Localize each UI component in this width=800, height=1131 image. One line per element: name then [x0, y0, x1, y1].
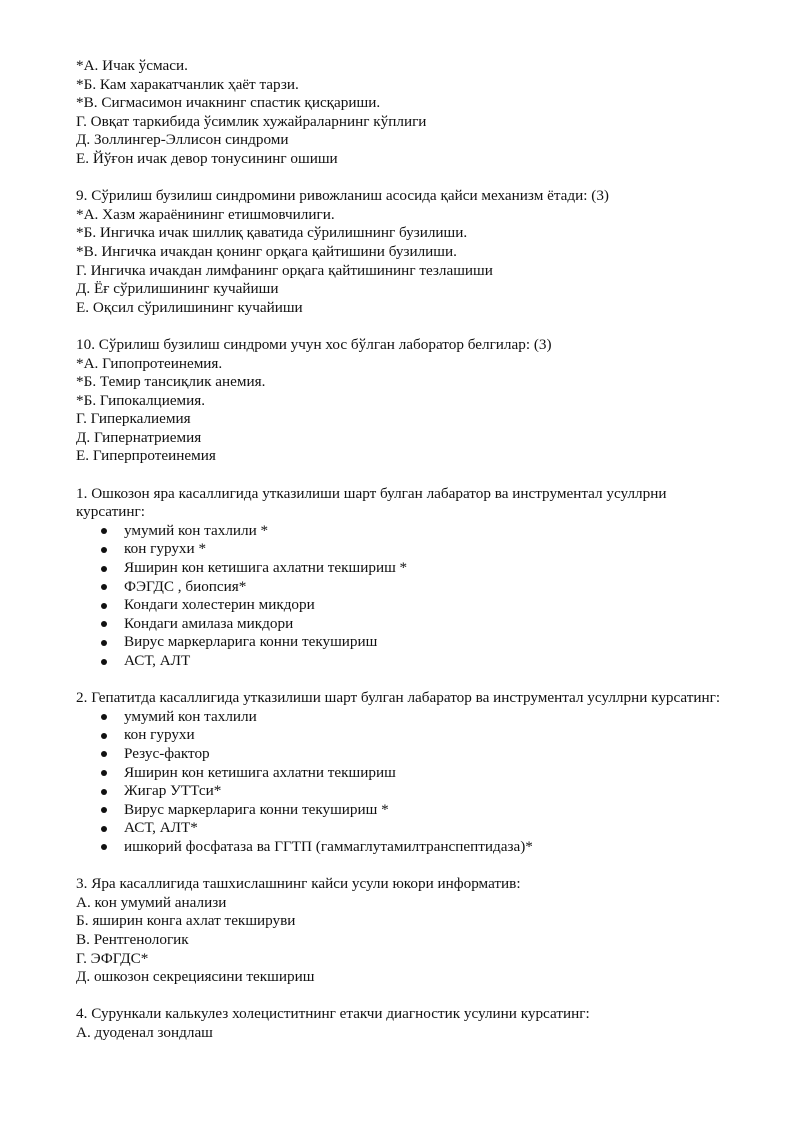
- section-question-1: [76, 485, 736, 671]
- list-item-text: ФЭГДС , биопсия*: [124, 577, 247, 595]
- list-item: [76, 652, 736, 671]
- answer-option: *В. Сигмасимон ичакнинг спастик қисқариши.: [76, 94, 381, 112]
- bullet-list: [76, 708, 736, 857]
- answer-option: Д. Ёғ сўрилишининг кучайиши: [76, 280, 279, 298]
- list-item: [76, 522, 736, 541]
- list-item: [76, 708, 736, 727]
- list-item: [76, 801, 736, 820]
- document-page: [76, 57, 736, 1042]
- list-item-text: АСТ, АЛТ: [124, 652, 191, 669]
- question-10: [76, 336, 736, 466]
- bullet-icon: [101, 528, 107, 534]
- list-item: [76, 819, 736, 838]
- paragraph-gap: [76, 169, 736, 188]
- section-question-4: [76, 1005, 736, 1042]
- list-item: [76, 633, 736, 652]
- paragraph-gap: [76, 671, 736, 690]
- list-item-text: умумий кон тахлили: [124, 707, 257, 725]
- answer-option: Д. Золлингер-Эллисон синдроми: [76, 131, 289, 149]
- answer-option: Б. яширин конга ахлат текшируви: [76, 912, 296, 930]
- answer-option: Е. Оқсил сўрилишининг кучайиши: [76, 298, 303, 316]
- bullet-icon: [101, 603, 107, 609]
- answer-option: *Б. Темир тансиқлик анемия.: [76, 373, 266, 391]
- question-text: 1. Ошкозон яра касаллигида утказилиши шарт булган лабаратор ва инструментал усуллрни курсатинг:: [76, 484, 667, 521]
- list-item: [76, 782, 736, 801]
- bullet-icon: [101, 640, 107, 646]
- list-item: [76, 578, 736, 597]
- bullet-list: [76, 522, 736, 671]
- bullet-icon: [101, 751, 107, 757]
- list-item-text: Яширин кон кетишига ахлатни текшириш *: [124, 559, 408, 577]
- list-item: [76, 764, 736, 783]
- list-item-text: Кондаги амилаза микдори: [124, 614, 294, 632]
- question-text: 3. Яра касаллигида ташхислашнинг кайси усули юкори информатив:: [76, 875, 521, 893]
- answer-option: *Б. Ингичка ичак шиллиқ қаватида сўрилишнинг бузилиши.: [76, 224, 468, 242]
- list-item: [76, 745, 736, 764]
- question-text: 4. Сурункали калькулез холециститнинг етакчи диагностик усулини курсатинг:: [76, 1005, 590, 1023]
- answer-option: *А. Хазм жараёнининг етишмовчилиги.: [76, 205, 335, 223]
- bullet-icon: [101, 789, 107, 795]
- list-item-text: кон гурухи *: [124, 540, 207, 558]
- list-item-text: Кондаги холестерин микдори: [124, 596, 315, 614]
- bullet-icon: [101, 547, 107, 553]
- paragraph-gap: [76, 466, 736, 485]
- bullet-icon: [101, 621, 107, 627]
- list-item-text: Яширин кон кетишига ахлатни текшириш: [124, 763, 396, 781]
- answer-option: А. дуоденал зондлаш: [76, 1023, 213, 1041]
- bullet-icon: [101, 566, 107, 572]
- bullet-icon: [101, 826, 107, 832]
- list-item: [76, 559, 736, 578]
- answer-option: В. Рентгенологик: [76, 930, 189, 948]
- list-item: [76, 838, 736, 857]
- answer-option: *Б. Гипокалциемия.: [76, 391, 206, 409]
- list-item-text: Вирус маркерларига конни текушириш *: [124, 800, 389, 818]
- list-item-text: Вирус маркерларига конни текушириш: [124, 633, 378, 651]
- question-text: 10. Сўрилиш бузилиш синдроми учун хос бўлган лаборатор белгилар: (3): [76, 335, 552, 353]
- question-9: [76, 187, 736, 317]
- answer-option: *Б. Кам харакатчанлик ҳаёт тарзи.: [76, 75, 299, 93]
- paragraph-gap: [76, 317, 736, 336]
- paragraph-gap: [76, 857, 736, 876]
- bullet-icon: [101, 733, 107, 739]
- list-item: [76, 540, 736, 559]
- answer-option: Д. Гипернатриемия: [76, 428, 202, 446]
- list-item: [76, 596, 736, 615]
- question-text: 2. Гепатитда касаллигида утказилиши шарт булган лабаратор ва инструментал усуллрни курсатинг:: [76, 689, 721, 707]
- bullet-icon: [101, 844, 107, 850]
- bullet-icon: [101, 807, 107, 813]
- answer-option: *А. Ичак ўсмаси.: [76, 57, 188, 74]
- answer-option: Г. Гиперкалиемия: [76, 410, 191, 428]
- bullet-icon: [101, 770, 107, 776]
- list-item-text: АСТ, АЛТ*: [124, 819, 198, 837]
- answer-option: Г. ЭФГДС*: [76, 949, 149, 967]
- answer-option: А. кон умумий анализи: [76, 893, 227, 911]
- section-question-2: [76, 689, 736, 856]
- bullet-icon: [101, 659, 107, 665]
- answer-option: Г. Овқат таркибида ўсимлик хужайраларнинг кўплиги: [76, 112, 427, 130]
- answer-option: *А. Гипопротеинемия.: [76, 354, 223, 372]
- question-text: 9. Сўрилиш бузилиш синдромини ривожланиш асосида қайси механизм ётади: (3): [76, 187, 609, 205]
- list-item: [76, 726, 736, 745]
- list-item-text: кон гурухи: [124, 726, 195, 744]
- answer-option: Е. Йўғон ичак девор тонусининг ошиши: [76, 149, 338, 167]
- list-item-text: умумий кон тахлили *: [124, 521, 269, 539]
- list-item-text: ишкорий фосфатаза ва ГГТП (гаммаглутамилтранспептидаза)*: [124, 837, 533, 855]
- answer-options-block: [76, 57, 736, 169]
- bullet-icon: [101, 714, 107, 720]
- paragraph-gap: [76, 987, 736, 1006]
- answer-option: Г. Ингичка ичакдан лимфанинг орқага қайтишининг тезлашиши: [76, 261, 493, 279]
- list-item-text: Резус-фактор: [124, 744, 210, 762]
- answer-option: Е. Гиперпротеинемия: [76, 447, 216, 465]
- list-item: [76, 615, 736, 634]
- answer-option: Д. ошкозон секрециясини текшириш: [76, 968, 315, 986]
- list-item-text: Жигар УТТси*: [124, 782, 222, 800]
- bullet-icon: [101, 584, 107, 590]
- section-question-3: [76, 875, 736, 987]
- answer-option: *В. Ингичка ичакдан қонинг орқага қайтишини бузилиши.: [76, 242, 457, 260]
